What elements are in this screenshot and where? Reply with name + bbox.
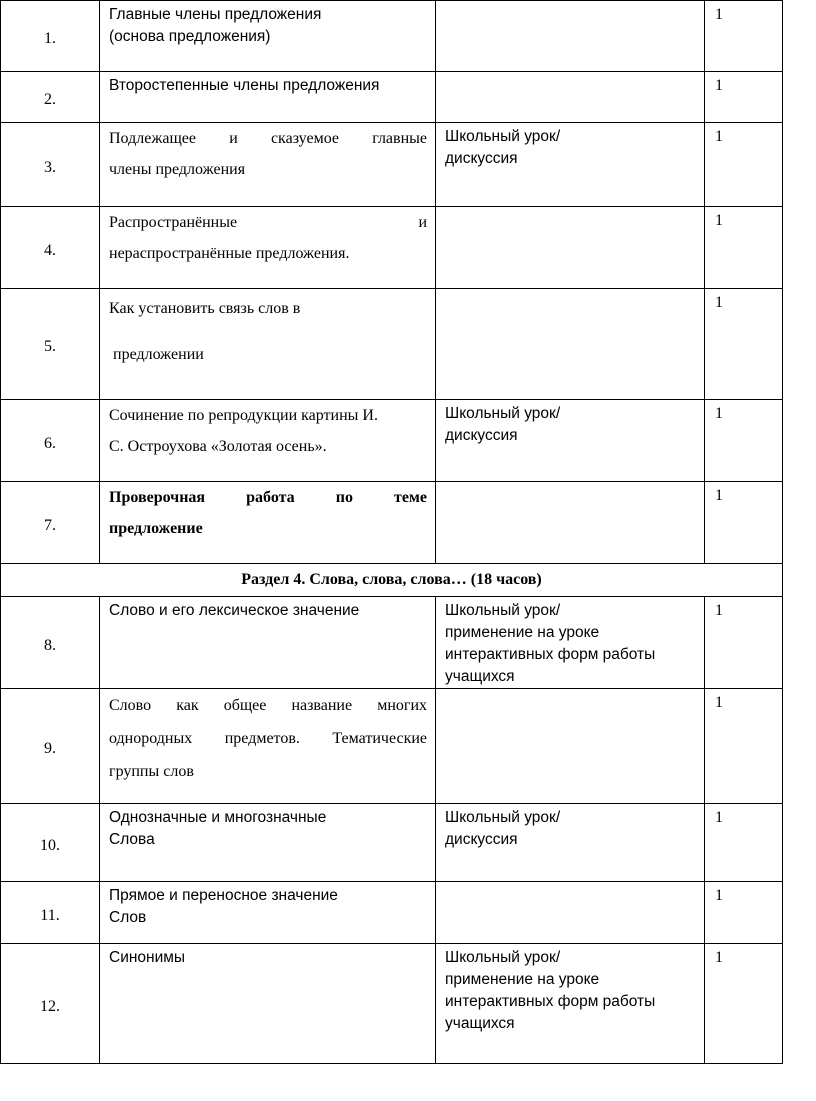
topic-line: Главные члены предложения	[109, 6, 322, 23]
row-topic	[100, 882, 436, 944]
row-number: 8.	[1, 597, 100, 689]
form-line: Школьный урок/	[445, 128, 561, 145]
form-line: применение на уроке	[445, 971, 600, 988]
topic-line: группы слов	[109, 763, 194, 780]
topic-line: (основа предложения)	[109, 28, 271, 45]
section-row	[1, 564, 783, 597]
row-form	[436, 597, 705, 689]
form-line: дискуссия	[445, 831, 518, 848]
section-title: Раздел 4. Слова, слова, слова… (18 часов)	[1, 564, 783, 597]
row-number: 1.	[1, 1, 100, 72]
form-line: учащихся	[445, 668, 515, 685]
topic-line: С. Остроухова «Золотая осень».	[109, 438, 327, 455]
topic-line: Распространённые и	[109, 214, 427, 231]
row-form	[436, 72, 705, 123]
table-row	[1, 882, 783, 944]
table-row	[1, 400, 783, 482]
row-hours: 1	[705, 1, 783, 72]
row-form	[436, 207, 705, 289]
table-row	[1, 207, 783, 289]
topic-line: Второстепенные члены предложения	[109, 77, 380, 94]
table-row	[1, 804, 783, 882]
row-form	[436, 400, 705, 482]
row-number: 11.	[1, 882, 100, 944]
form-line: дискуссия	[445, 150, 518, 167]
table-row	[1, 597, 783, 689]
row-number: 4.	[1, 207, 100, 289]
row-topic	[100, 123, 436, 207]
form-line: применение на уроке	[445, 624, 600, 641]
row-hours: 1	[705, 882, 783, 944]
row-topic	[100, 289, 436, 400]
row-hours: 1	[705, 689, 783, 804]
topic-line: Слова	[109, 831, 155, 848]
topic-line: Однозначные и многозначные	[109, 809, 327, 826]
row-hours: 1	[705, 804, 783, 882]
form-line: учащихся	[445, 1015, 515, 1032]
row-topic	[100, 207, 436, 289]
topic-line: предложении	[109, 346, 204, 363]
table-row	[1, 289, 783, 400]
row-form	[436, 882, 705, 944]
row-topic	[100, 1, 436, 72]
row-topic	[100, 400, 436, 482]
topic-line: Прямое и переносное значение	[109, 887, 338, 904]
row-number: 6.	[1, 400, 100, 482]
row-hours: 1	[705, 123, 783, 207]
table-row	[1, 482, 783, 564]
topic-line: Как установить связь слов в	[109, 300, 301, 317]
row-number: 12.	[1, 944, 100, 1064]
row-hours: 1	[705, 482, 783, 564]
row-hours: 1	[705, 944, 783, 1064]
row-hours: 1	[705, 400, 783, 482]
form-line: дискуссия	[445, 427, 518, 444]
row-hours: 1	[705, 289, 783, 400]
table-row	[1, 689, 783, 804]
form-line: Школьный урок/	[445, 602, 561, 619]
topic-line: Слов	[109, 909, 147, 926]
row-topic	[100, 482, 436, 564]
row-number: 2.	[1, 72, 100, 123]
topic-line: Синонимы	[109, 949, 186, 966]
row-topic	[100, 597, 436, 689]
row-form	[436, 482, 705, 564]
row-number: 5.	[1, 289, 100, 400]
row-number: 10.	[1, 804, 100, 882]
form-line: Школьный урок/	[445, 949, 561, 966]
row-hours: 1	[705, 72, 783, 123]
topic-line: однородных предметов. Тематические	[109, 730, 427, 747]
row-number: 7.	[1, 482, 100, 564]
row-topic	[100, 804, 436, 882]
topic-line: Сочинение по репродукции картины И.	[109, 407, 378, 424]
row-form	[436, 689, 705, 804]
topic-line: Слово как общее название многих	[109, 697, 427, 714]
topic-line: Слово и его лексическое значение	[109, 602, 360, 619]
form-line: интерактивных форм работы	[445, 646, 656, 663]
row-form	[436, 289, 705, 400]
form-line: интерактивных форм работы	[445, 993, 656, 1010]
table-row	[1, 123, 783, 207]
row-number: 3.	[1, 123, 100, 207]
topic-line: нераспространённые предложения.	[109, 245, 350, 262]
topic-line: Подлежащее и сказуемое главные	[109, 130, 427, 147]
row-topic	[100, 72, 436, 123]
topic-line: Проверочная работа по теме	[109, 489, 427, 506]
topic-line: предложение	[109, 520, 203, 537]
table-row	[1, 944, 783, 1064]
form-line: Школьный урок/	[445, 405, 561, 422]
row-topic	[100, 689, 436, 804]
form-line: Школьный урок/	[445, 809, 561, 826]
row-form	[436, 123, 705, 207]
row-hours: 1	[705, 597, 783, 689]
row-number: 9.	[1, 689, 100, 804]
row-form	[436, 1, 705, 72]
row-topic	[100, 944, 436, 1064]
table-row	[1, 1, 783, 72]
topic-line: члены предложения	[109, 161, 246, 178]
table-row	[1, 72, 783, 123]
row-form	[436, 944, 705, 1064]
row-form	[436, 804, 705, 882]
row-hours: 1	[705, 207, 783, 289]
